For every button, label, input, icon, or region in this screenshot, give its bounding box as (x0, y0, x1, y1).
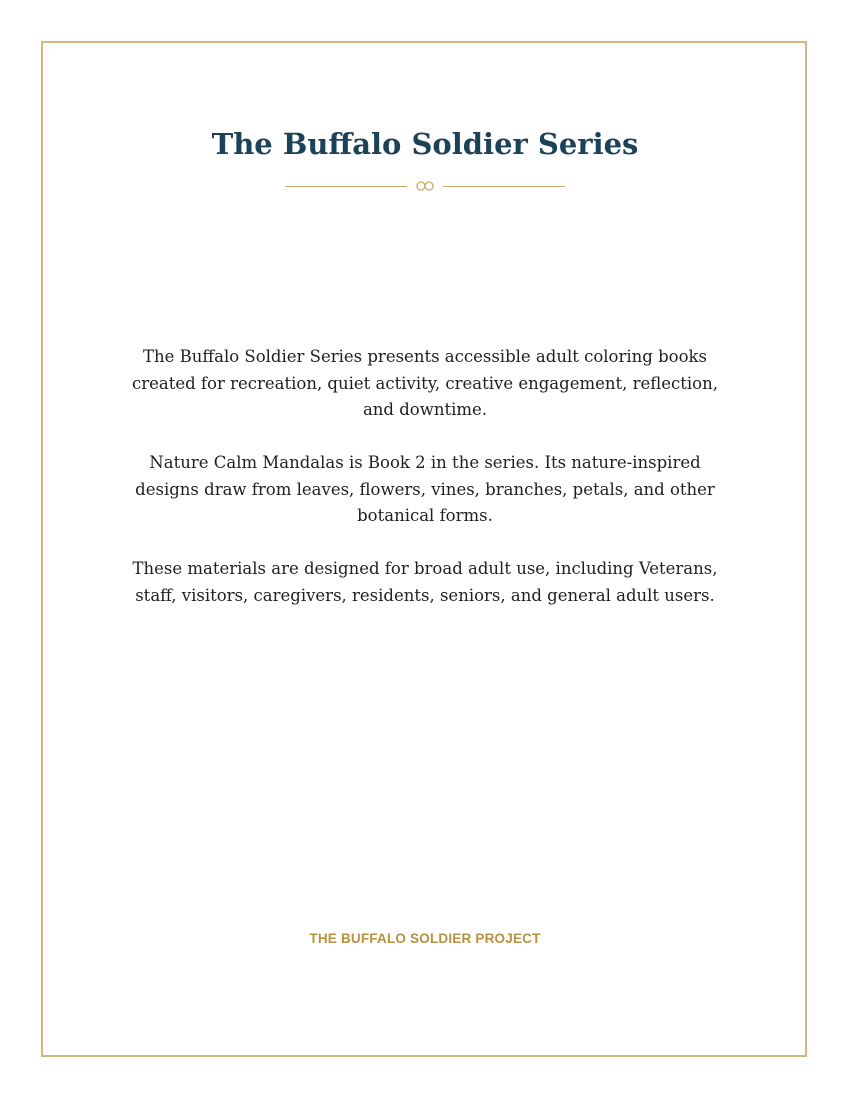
page-title: The Buffalo Soldier Series (211, 127, 639, 161)
divider-line-right (443, 186, 565, 187)
infinity-ornament-icon (415, 179, 435, 193)
footer-project-name: THE BUFFALO SOLDIER PROJECT (309, 931, 541, 946)
paragraph-intro: The Buffalo Soldier Series presents accessible adult coloring books created for recreation, quiet activity, creative engagement, reflection, and downtime. (131, 347, 718, 419)
divider-line-left (285, 186, 407, 187)
paragraph-audience: These materials are designed for broad adult use, including Veterans, staff, visitors, caregivers, residents, seniors, and general adult users. (132, 559, 718, 605)
paragraph-book-2: Nature Calm Mandalas is Book 2 in the series. Its nature-inspired designs draw from leaves, flowers, vines, branches, petals, and other botanical forms. (135, 453, 715, 525)
series-description (125, 344, 725, 636)
title-divider (285, 176, 565, 196)
